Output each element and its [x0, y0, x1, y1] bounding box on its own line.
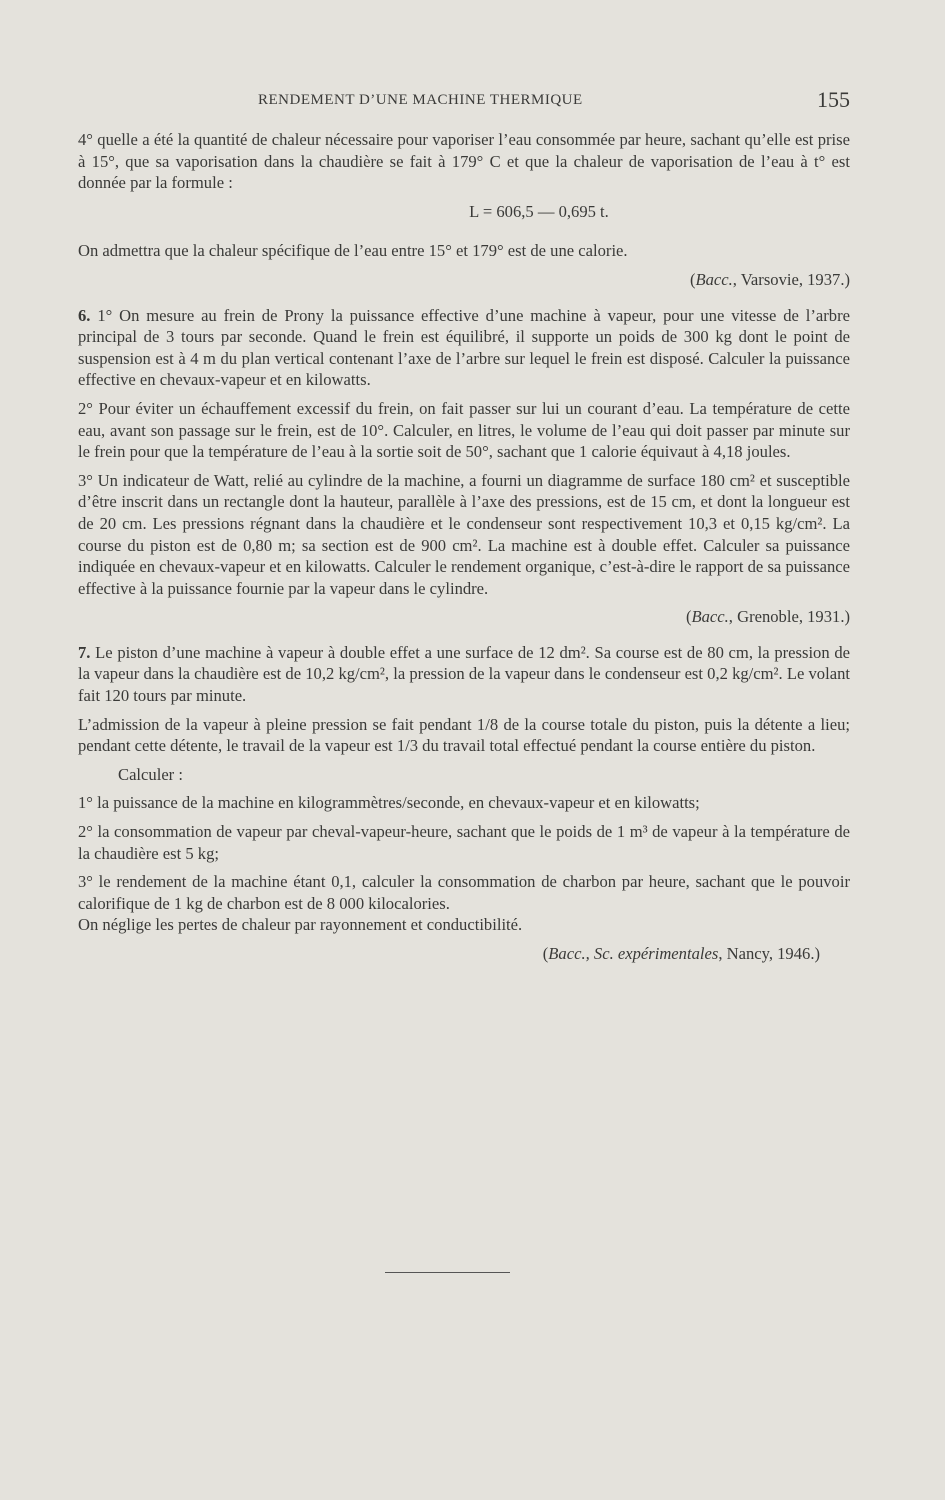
page-header [78, 87, 850, 114]
question-2: 2° la consommation de vapeur par cheval-vapeur-heure, sachant que le poids de 1 m³ de vapeur à la température de la chaudière est 5 kg; [78, 822, 850, 863]
source-italic: Bacc. [695, 269, 733, 289]
source-italic: Bacc., Sc. expérimentales [548, 944, 719, 963]
paragraph: L’admission de la vapeur à pleine pression se fait pendant 1/8 de la course totale du piston, puis la détente a lieu; pendant cette détente, le travail de la vapeur est 1/3 du travail total effectué pendant la course entière du piston. [78, 714, 850, 756]
exercise-6-part-2: 2° Pour éviter un échauffement excessif du frein, on fait passer sur lui un courant d’eau. La température de cette eau, avant son passage sur le frein, est de 10°. Calculer, en litres, le volume de l’eau qui doit passer par minute sur le frein pour que la température de l’eau à la sortie soit de 50°, sachant que 1 calorie équivaut à 4,18 joules. [78, 398, 850, 462]
page-body [78, 129, 850, 965]
paragraph: Calculer : [118, 764, 183, 784]
question-3: 3° le rendement de la machine étant 0,1, calculer la consommation de charbon par heure, sachant que le pouvoir calorifique de 1 kg de charbon est de 8 000 kilocalories. [78, 872, 850, 913]
paragraph-text: Le piston d’une machine à vapeur à double effet a une surface de 12 dm². Sa course est de 80 cm, la pression de la vapeur dans la chaudière est de 10,2 kg/cm², la pression de la vapeur dans le condenseur est 0,2 kg/cm². Le volant fait 120 tours par minute. [78, 642, 850, 706]
source-citation: (Bacc., Sc. expérimentales, Nancy, 1946.) [542, 944, 820, 963]
source-citation: (Bacc., Varsovie, 1937.) [689, 269, 850, 289]
exercise-number: 6. [78, 305, 91, 325]
paragraph: On admettra que la chaleur spécifique de l’eau entre 15° et 179° est de une calorie. [78, 241, 628, 261]
paragraph: On néglige les pertes de chaleur par rayonnement et conductibilité. [78, 915, 523, 935]
exercise-6-part-1 [78, 305, 850, 391]
source-rest: , Nancy, 1946.) [718, 944, 820, 963]
page-number: 155 [817, 87, 850, 112]
formula: L = 606,5 — 0,695 t. [469, 201, 609, 221]
paragraph-text: 1° On mesure au frein de Prony la puissance effective d’une machine à vapeur, pour une vitesse de l’arbre principal de 3 tours par seconde. Quand le frein est équilibré, il supporte un poids de 300 kg dont le point de suspension est à 4 m du plan vertical contenant l’axe de l’arbre sur lequel le frein est disposé. Calculer la puissance effective en chevaux-vapeur et en kilowatts. [78, 305, 850, 390]
exercise-number: 7. [78, 642, 91, 662]
exercise-7-intro [78, 642, 850, 707]
source-rest: , Grenoble, 1931.) [728, 607, 850, 627]
exercise-6-part-3: 3° Un indicateur de Watt, relié au cylindre de la machine, a fourni un diagramme de surface 180 cm² et susceptible d’être inscrit dans un rectangle dont la hauteur, parallèle à l’axe des pressions, est de 15 cm, et dont la longueur est de 20 cm. Les pressions régnant dans la chaudière et le condenseur sont respectivement 10,3 et 0,15 kg/cm². La course du piston est de 0,80 m; sa section est de 900 cm². La machine est à double effet. Calculer sa puissance indiquée en chevaux-vapeur et en kilowatts. Calculer le rendement organique, c’est-à-dire le rapport de sa puissance effective à la puissance fournie par la vapeur dans le cylindre. [78, 470, 850, 598]
question-1: 1° la puissance de la machine en kilogrammètres/seconde, en chevaux-vapeur et en kilowatts; [78, 793, 700, 813]
source-rest: , Varsovie, 1937.) [732, 269, 850, 289]
end-rule [385, 1272, 510, 1273]
source-citation: (Bacc., Grenoble, 1931.) [685, 607, 850, 627]
running-title: RENDEMENT D’UNE MACHINE THERMIQUE [258, 92, 583, 108]
paragraph: 4° quelle a été la quantité de chaleur nécessaire pour vaporiser l’eau consommée par heure, sachant qu’elle est prise à 15°, que sa vaporisation dans la chaudière se fait à 179° C et que la chaleur de vaporisation de l’eau à t° est donnée par la formule : [78, 130, 850, 193]
source-italic: Bacc. [691, 607, 729, 627]
